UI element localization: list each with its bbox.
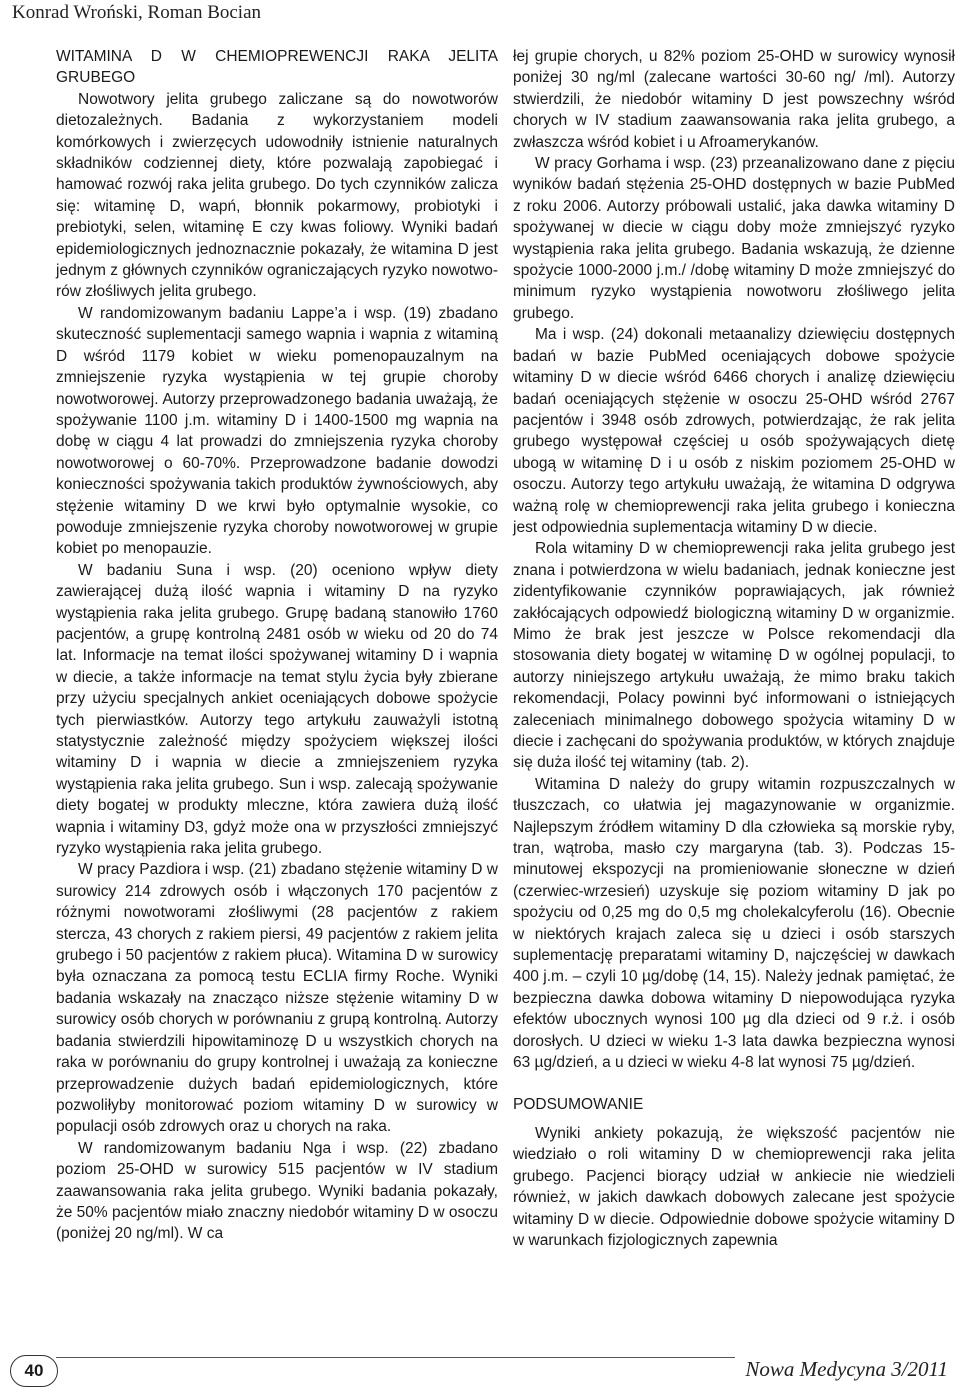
- paragraph: Ma i wsp. (24) dokonali metaanalizy dziewięciu dostępnych badań w bazie PubMed oceniających dobowe spożycie witaminy D w diecie wśród 6466 chorych i analizę dziewięciu badań oceniających stężenie w osoczu 25-OHD wśród 2767 pacjentów i 3948 osób zdrowych, potwierdzając, że rak jelita grubego występował częściej u osób spożywających dietę ubogą w witaminę D i u osób z niskim poziomem 25-OHD w osoczu. Autorzy tego artykułu uważają, że witamina D odgrywa ważną rolę w chemioprewencji raka jelita grubego i konieczna jest odpowiednia suplementacja witaminy D w diecie.: [513, 326, 955, 536]
- paragraph: Wyniki ankiety pokazują, że większość pacjentów nie wiedziało o roli witaminy D w chemioprewencji raka jelita grubego. Pacjenci biorący udział w ankiecie nie wiedzieli również, w jakich dawkach dobowych zalecane jest spożycie witaminy D w diecie. Odpowiednie dobowe spożycie witaminy D w warunkach fizjologicznych zapewnia: [513, 1124, 955, 1249]
- running-header-authors: Konrad Wroński, Roman Bocian: [12, 2, 262, 23]
- paragraph: W randomizowanym badaniu Lappe’a i wsp. (19) zbadano skuteczność suplementacji samego wapnia i wapnia z witaminą D wśród 1179 kobiet w wieku pomenopauzalnym na zmniejszenie ryzyka wystąpienia w tej grupie choroby nowotworowej. Autorzy przeprowadzonego badania uważają, że spożywanie 1100 j.m. witaminy D i 1400-1500 mg wapnia na dobę w ciągu 4 lat prowadzi do zmniejszenia ryzyka choroby nowotworowej o 60-70%. Przeprowadzone badanie dowodzi konieczności spożywania takich produktów żywnościowych, aby stężenie witaminy D we krwi było optymalnie wysokie, co powoduje zmniejszenie ryzyka choroby nowotworowej w grupie kobiet po menopauzie.: [56, 304, 498, 558]
- paragraph: W pracy Pazdiora i wsp. (21) zbadano stężenie witaminy D w surowicy 214 zdrowych osób i włączonych 170 pacjentów z różnymi nowotworami złośliwymi (28 pacjentów z rakiem stercza, 43 chorych z rakiem piersi, 49 pacjentów z rakiem jelita grubego i 50 pacjentów z rakiem płuca). Witamina D w surowicy była oznaczana za pomocą testu ECLIA firmy Roche. Wyniki badania wskazały na znacząco niższe stężenie witaminy D w surowicy osób chorych w porównaniu z grupą kontrolną. Autorzy badania stwierdzili hipowitaminozę D u wszystkich chorych na raka w porównaniu do grupy kontrolnej i uważają za konieczne przeprowadzenie dużych badań epidemiologicznych, które pozwoliłyby monitorować poziom witaminy D w surowicy w populacji osób zdrowych oraz u chorych na raka.: [56, 861, 498, 1136]
- section-heading-vitamin-d-chemoprevention: WITAMINA D W CHEMIOPREWENCJI RAKA JELITA GRUBEGO: [56, 48, 498, 87]
- paragraph: W badaniu Suna i wsp. (20) oceniono wpływ diety zawierającej dużą ilość wapnia i witaminy D na ryzyko wystąpienia raka jelita grubego. Grupę badaną stanowiło 1760 pacjentów, a grupę kontrolną 2481 osób w wieku od 20 do 74 lat. Informacje na temat ilości spożywanej witaminy D i wapnia w diecie, a także informacje na temat stylu życia były zbierane przy użyciu specjalnych ankiet oceniających dobowe spożycie tych pierwiastków. Autorzy tego artykułu zauważyli istotną statystycznie zależność między spożyciem większej ilości witaminy D i wapnia w diecie a zmniejszeniem ryzyka wystąpienia raka jelita grubego. Sun i wsp. zalecają spożywanie diety bogatej w produkty mleczne, która zawiera dużą ilość wapnia i witaminy D3, gdyż może ona w przyszłości zmniejszyć ryzyko wystąpienia raka jelita grubego.: [56, 561, 498, 858]
- left-column: [56, 46, 498, 1245]
- paragraph: Witamina D należy do grupy witamin rozpuszczalnych w tłuszczach, co ułatwia jej magazynowanie w organizmie. Najlepszym źródłem witaminy D dla człowieka są morskie ryby, tran, wątroba, masło czy margaryna (tab. 3). Podczas 15-minutowej ekspozycji na promieniowanie słoneczne w dzień (czerwiec-wrzesień) uzyskuje się poziom witaminy D jak po spożyciu od 0,25 mg do 0,5 mg cholekalcyferolu (16). Obecnie w niektórych krajach zaleca się u dzieci i osób starszych suplementację preparatami witaminy D, najczęściej w dawkach 400 j.m. – czyli 10 µg/dobę (14, 15). Należy jednak pamiętać, że bezpieczna dawka dobowa witaminy D niepowodująca ryzyka efektów ubocznych wynosi 100 µg dla dzieci od 9 r.ż. i osób dorosłych. U dzieci w wieku 1-3 lata dawka bezpieczna wynosi 63 µg/dzień, a u dzieci w wieku 4-8 lat wynosi 75 µg/dzień.: [513, 775, 955, 1072]
- paragraph: Nowotwory jelita grubego zaliczane są do nowotworów dietozależnych. Badania z wykorzystaniem modeli komórkowych i zwierzęcych udowodniły istnienie naturalnych składników codziennej diety, które pozwalają zapobiegać i hamować rozwój raka jelita grubego. Do tych czynników zalicza się: witaminę D, wapń, błonnik pokarmowy, probiotyki i prebiotyki, selen, witaminę E czy kwas foliowy. Wyniki badań epidemiologicznych jednoznacznie pokazały, że witamina D jest jednym z głównych czynników ograniczających ryzyko nowotworów złośliwych jelita grubego.: [56, 90, 498, 301]
- page-number: 40: [10, 1355, 58, 1387]
- right-column: [513, 46, 955, 1251]
- paragraph: W pracy Gorhama i wsp. (23) przeanalizowano dane z pięciu wyników badań stężenia 25-OHD dostępnych w bazie PubMed z roku 2006. Autorzy próbowali ustalić, jaka dawka witaminy D spożywanej w diecie w ciągu doby może zmniejszyć ryzyko wystąpienia raka jelita grubego. Badania wskazują, że dzienne spożycie 1000-2000 j.m./ /dobę witaminy D może zmniejszyć do minimum ryzyko wystąpienia nowotworu złośliwego jelita grubego.: [513, 155, 955, 322]
- paragraph: W randomizowanym badaniu Nga i wsp. (22) zbadano poziom 25-OHD w surowicy 515 pacjentów w IV stadium zaawansowania raka jelita grubego. Wyniki badania pokazały, że 50% pacjentów miało znaczny niedobór witaminy D w osoczu (poniżej 20 ng/ml). W ca: [56, 1139, 498, 1243]
- journal-name: Nowa Medycyna 3/2011: [735, 1357, 948, 1382]
- section-heading-summary: PODSUMOWANIE: [513, 1095, 644, 1113]
- paragraph: Rola witaminy D w chemioprewencji raka jelita grubego jest znana i potwierdzona w wielu badaniach, jednak konieczne jest zidentyfikowanie czynników poprawiających, jak również zakłócających odpowiedź biologiczną witaminy D w organizmie. Mimo że brak jest jeszcze w Polsce rekomendacji dla stosowania diety bogatej w witaminę D w ogólnej populacji, to autorzy niniejszego artykułu uważają, że mimo braku takich rekomendacji, Polacy powinni być informowani o istniejących zaleceniach minimalnego dobowego spożycia witaminy D w diecie i zachęcani do spożywania produktów, w których znajduje się duża ilość tej witaminy (tab. 2).: [513, 540, 955, 772]
- paragraph: łej grupie chorych, u 82% poziom 25-OHD w surowicy wynosił poniżej 30 ng/ml (zalecane wartości 30-60 ng/ /ml). Autorzy stwierdzili, że niedobór witaminy D jest powszechny wśród chorych w IV stadium zaawansowania raka jelita grubego, a zwłaszcza wśród kobiet i u Afroamerykanów.: [513, 48, 955, 151]
